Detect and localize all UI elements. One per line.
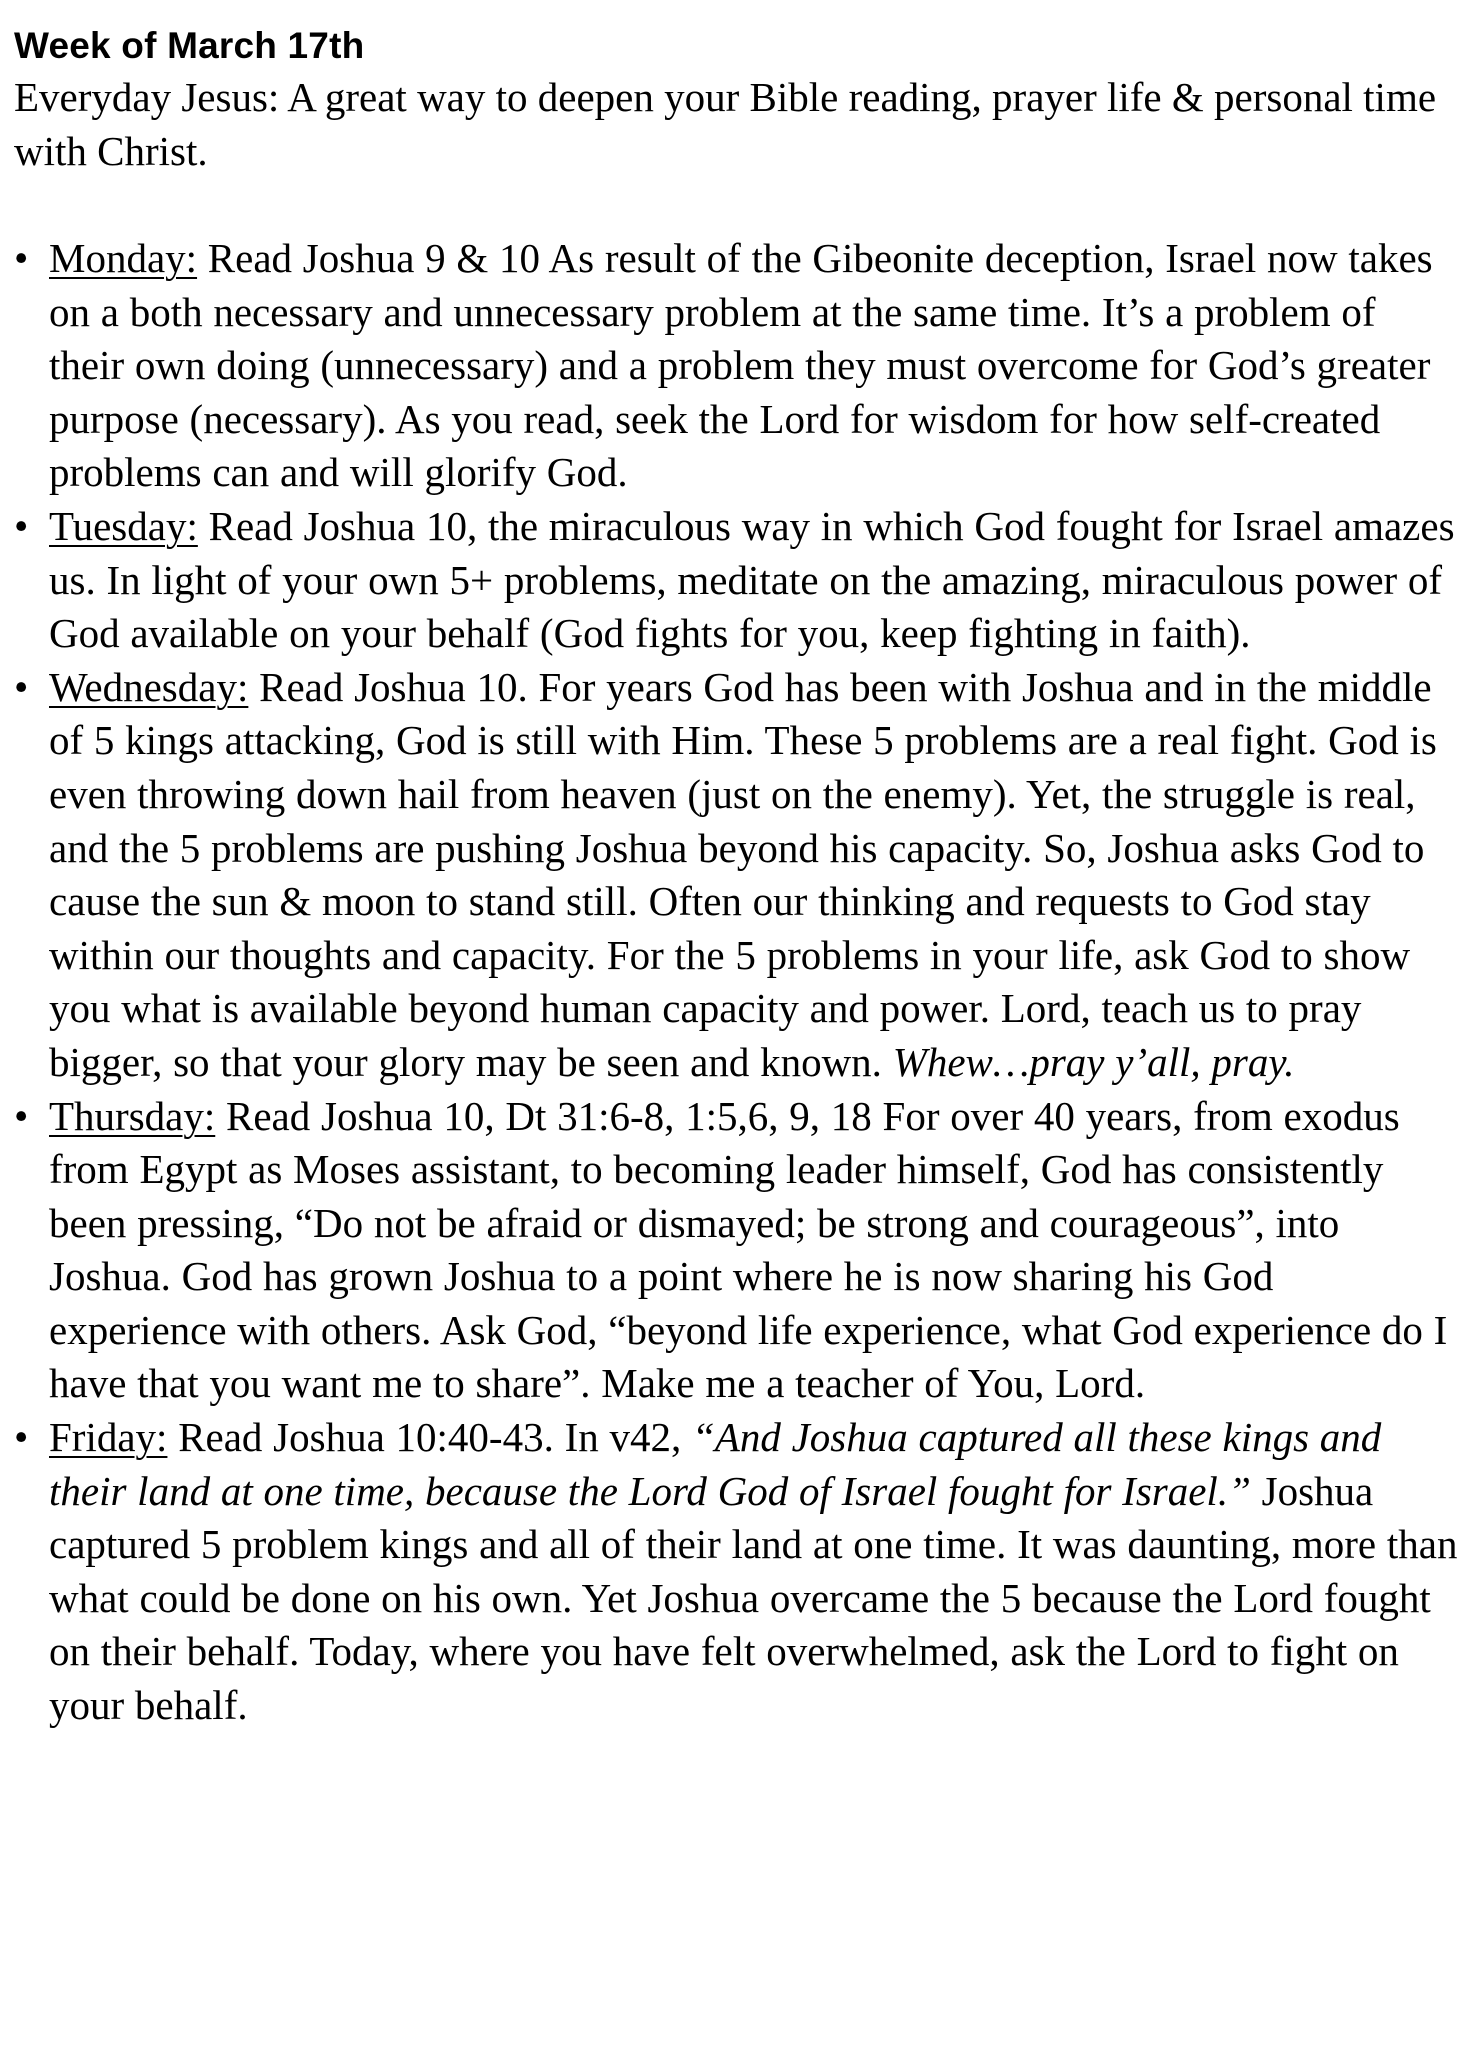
day-text-thursday: Read Joshua 10, Dt 31:6-8, 1:5,6, 9, 18 For over 40 years, from exodus from Egypt as Moses assistant, to becoming leader himself, God has consistently been pressing, “Do not be afraid or dismayed; be strong and courageous”, into Joshua. God has grown Joshua to a point where he is now sharing his God experience with others. Ask God, “beyond life experience, what God experience do I have that you want me to share”. Make me a teacher of You, Lord.	[49, 1092, 1448, 1407]
bullet-icon: •	[14, 663, 29, 710]
week-heading: Week of March 17th	[14, 25, 365, 66]
day-text-monday: Read Joshua 9 & 10 As result of the Gibeonite deception, Israel now takes on a both necessary and unnecessary problem at the same time. It’s a problem of their own doing (unnecessary) and a problem they must overcome for God’s greater purpose (necessary). As you read, seek the Lord for wisdom for how self-created problems can and will glorify God.	[49, 235, 1433, 496]
bullet-icon: •	[14, 1092, 29, 1139]
list-item-wednesday	[14, 661, 1459, 1090]
list-item-friday	[14, 1411, 1459, 1733]
bullet-icon: •	[14, 235, 29, 281]
day-label-tuesday: Tuesday:	[49, 502, 198, 549]
day-text-friday-after: Joshua captured 5 problem kings and all of their land at one time. It was daunting, more than what could be done on his own. Yet Joshua overcame the 5 because the Lord fought on their behalf. Today, where you have felt overwhelmed, ask the Lord to fight on your behalf.	[49, 1467, 1458, 1729]
day-text-friday-before: Read Joshua 10:40-43. In v42,	[167, 1414, 692, 1461]
day-label-thursday: Thursday:	[49, 1092, 216, 1139]
list-item-monday	[14, 232, 1459, 500]
list-item-thursday	[14, 1090, 1459, 1412]
blank-line	[14, 178, 1459, 232]
day-quote-friday: “And Joshua captured all these kings and their land at one time, because the Lord God of Israel fought for Israel.”	[49, 1414, 1382, 1514]
daily-reading-list	[14, 232, 1459, 1733]
day-italic-wednesday: Whew…pray y’all, pray.	[892, 1038, 1295, 1085]
day-text-wednesday: Read Joshua 10. For years God has been with Joshua and in the middle of 5 kings attacking, God is still with Him. These 5 problems are a real fight. God is even throwing down hail from heaven (just on the enemy). Yet, the struggle is real, and the 5 problems are pushing Joshua beyond his capacity. So, Joshua asks God to cause the sun & moon to stand still. Often our thinking and requests to God stay within our thoughts and capacity. For the 5 problems in your life, ask God to show you what is available beyond human capacity and power. Lord, teach us to pray bigger, so that your glory may be seen and known.	[49, 663, 1437, 1085]
day-label-monday: Monday:	[49, 235, 198, 281]
day-label-wednesday: Wednesday:	[49, 663, 249, 710]
bullet-icon: •	[14, 1414, 29, 1461]
list-item-tuesday	[14, 500, 1459, 661]
day-label-friday: Friday:	[49, 1414, 168, 1461]
intro-paragraph: Everyday Jesus: A great way to deepen your Bible reading, prayer life & personal time with Christ.	[14, 74, 1437, 174]
bullet-icon: •	[14, 502, 29, 549]
day-text-tuesday: Read Joshua 10, the miraculous way in which God fought for Israel amazes us. In light of your own 5+ problems, meditate on the amazing, miraculous power of God available on your behalf (God fights for you, keep fighting in faith).	[49, 502, 1455, 657]
document-page	[14, 22, 1459, 1733]
